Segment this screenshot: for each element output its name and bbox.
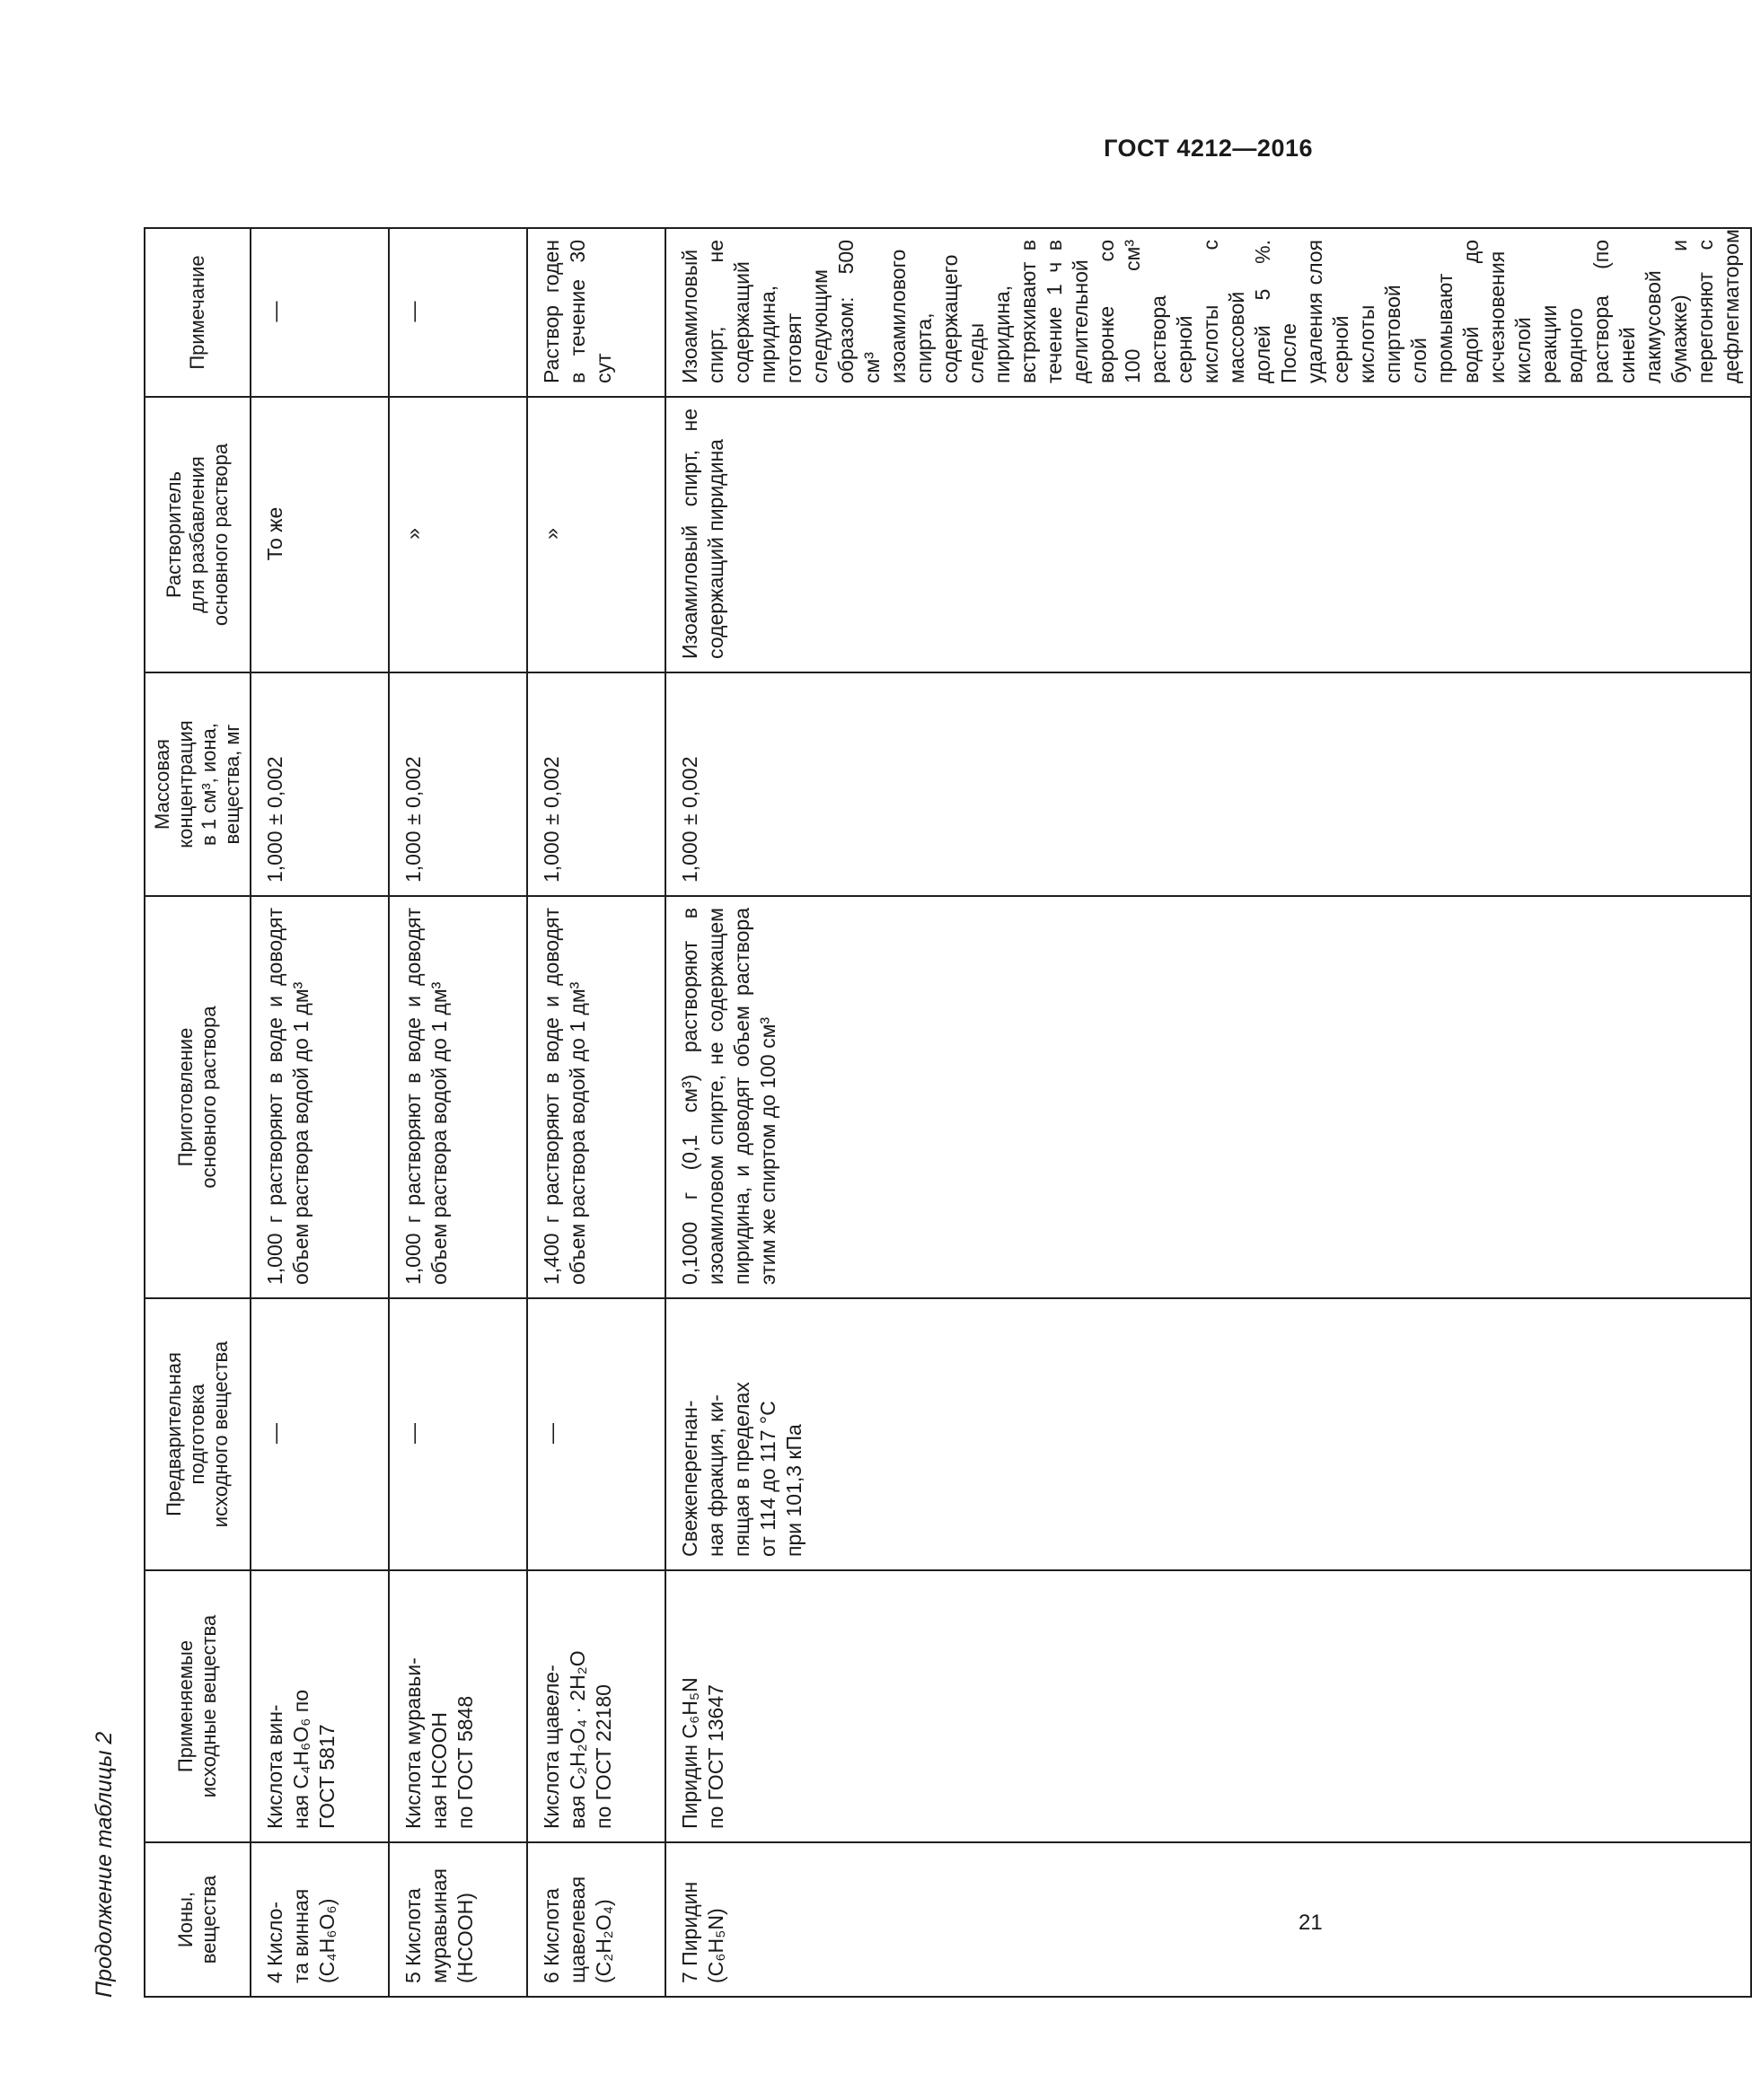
cell-preparation: — — [527, 1298, 665, 1570]
cell-concentration: 1,000 ± 0,002 — [527, 672, 665, 896]
cell-ion: 4 Кисло- та винная (C₄H₆O₆) — [251, 1842, 389, 1997]
cell-source: Кислота вин- ная C₄H₆O₆ по ГОСТ 5817 — [251, 1570, 389, 1842]
cell-solution: 0,1000 г (0,1 см³) растворяют в изоамиловом спирте, не содержащем пиридина, и доводят объем раствора этим же спиртом до 100 см³ — [665, 896, 1751, 1298]
reference-solutions-table — [144, 227, 1752, 1998]
table-row — [251, 228, 389, 1997]
cell-note: Изоамиловый спирт, не содержащий пиридина, готовят следующим образом: 500 см³ изоамилового спирта, содержащего следы пиридина, встряхивают в течение 1 ч в делительной воронке со 100 см³ раствора серной кислоты с массовой долей 5 %. После удаления слоя серной кислоты спиртовой слой промывают водой до исчезновения кислой реакции водного раствора (по синей лакмусовой бумажке) и перегоняют с дефлегматором — [665, 228, 1751, 397]
standard-number: ГОСТ 4212—2016 — [1104, 135, 1313, 162]
cell-concentration: 1,000 ± 0,002 — [665, 672, 1751, 896]
column-header-solvent: Растворитель для разбавления основного раствора — [145, 397, 251, 672]
cell-source: Пиридин C₆H₅N по ГОСТ 13647 — [665, 1570, 1751, 1842]
cell-note: Раствор годен в течение 30 сут — [527, 228, 665, 397]
column-header-stock-solution: Приготовление основного раствора — [145, 896, 251, 1298]
table-row — [527, 228, 665, 1997]
cell-ion: 7 Пиридин (C₆H₅N) — [665, 1842, 1751, 1997]
cell-preparation: Свежеперегнан- ная фракция, ки- пящая в пределах от 114 до 117 °С при 101,3 кПа — [665, 1298, 1751, 1570]
table-caption: Продолжение таблицы 2 — [92, 1731, 117, 1998]
cell-solvent: » — [527, 397, 665, 672]
cell-preparation: — — [389, 1298, 527, 1570]
column-header-note: Примечание — [145, 228, 251, 397]
cell-solvent: » — [389, 397, 527, 672]
cell-concentration: 1,000 ± 0,002 — [389, 672, 527, 896]
table-row — [389, 228, 527, 1997]
rotated-table-frame — [92, 229, 1743, 1998]
cell-preparation: — — [251, 1298, 389, 1570]
cell-solution: 1,000 г растворяют в воде и доводят объем раствора водой до 1 дм³ — [389, 896, 527, 1298]
page-number: 21 — [1299, 1911, 1323, 1935]
cell-ion: 5 Кислота муравьиная (HCOOH) — [389, 1842, 527, 1997]
cell-note: — — [389, 228, 527, 397]
cell-source: Кислота щавеле- вая C₂H₂O₄ · 2H₂O по ГОСТ 22180 — [527, 1570, 665, 1842]
cell-source: Кислота муравьи- ная HCOOH по ГОСТ 5848 — [389, 1570, 527, 1842]
column-header-preparation: Предварительная подготовка исходного вещества — [145, 1298, 251, 1570]
column-header-source-substances: Применяемые исходные вещества — [145, 1570, 251, 1842]
table-row — [665, 228, 1751, 1997]
cell-solution: 1,000 г растворяют в воде и доводят объем раствора водой до 1 дм³ — [251, 896, 389, 1298]
cell-ion: 6 Кислота щавелевая (C₂H₂O₄) — [527, 1842, 665, 1997]
column-header-ions: Ионы, вещества — [145, 1842, 251, 1997]
column-header-concentration: Массовая концентрация в 1 см³, иона, вещества, мг — [145, 672, 251, 896]
cell-solvent: Изоамиловый спирт, не содержащий пиридина — [665, 397, 1751, 672]
cell-concentration: 1,000 ± 0,002 — [251, 672, 389, 896]
cell-solution: 1,400 г растворяют в воде и доводят объем раствора водой до 1 дм³ — [527, 896, 665, 1298]
table-header-row — [145, 228, 251, 1997]
cell-note: — — [251, 228, 389, 397]
cell-solvent: То же — [251, 397, 389, 672]
